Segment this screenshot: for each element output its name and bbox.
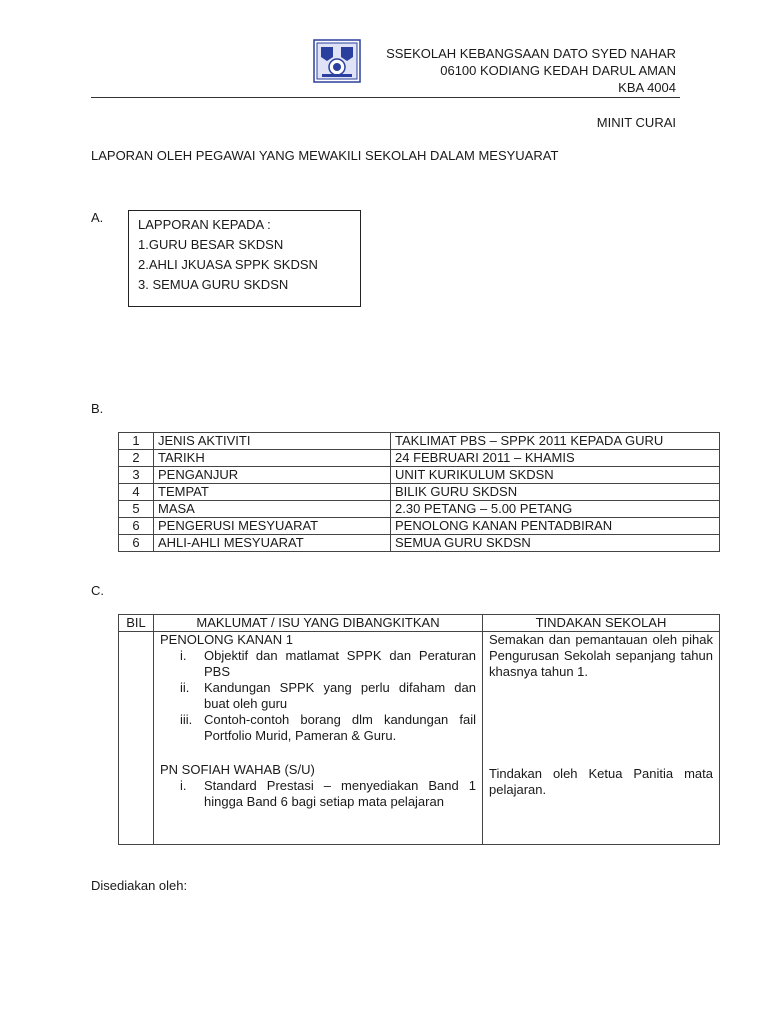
row-value: SEMUA GURU SKDSN: [391, 535, 720, 552]
row-number: 2: [119, 450, 154, 467]
school-address: 06100 KODIANG KEDAH DARUL AMAN: [440, 63, 676, 78]
table-row: [119, 501, 720, 518]
row-value: BILIK GURU SKDSN: [391, 484, 720, 501]
spacer: [160, 744, 476, 762]
row-value: 2.30 PETANG – 5.00 PETANG: [391, 501, 720, 518]
school-code: KBA 4004: [618, 80, 676, 95]
section-c-label: C.: [91, 583, 104, 598]
item-number: iii.: [180, 712, 193, 727]
row-number: 4: [119, 484, 154, 501]
recipient-item: 2.AHLI JKUASA SPPK SKDSN: [138, 257, 318, 272]
row-field: PENGERUSI MESYUARAT: [154, 518, 391, 535]
prepared-by-label: Disediakan oleh:: [91, 878, 188, 893]
action-text: Semakan dan pemantauan oleh pihak Pengurusan Sekolah sepanjang tahun khasnya tahun 1.: [489, 632, 713, 679]
item-number: ii.: [180, 680, 190, 695]
row-number: 5: [119, 501, 154, 518]
item-text: Kandungan SPPK yang perlu difaham dan buat oleh guru: [204, 680, 476, 711]
row-number: 6: [119, 535, 154, 552]
row-field: MASA: [154, 501, 391, 518]
row-number: 1: [119, 433, 154, 450]
row-field: TARIKH: [154, 450, 391, 467]
row-number: 3: [119, 467, 154, 484]
recipient-item: 1.GURU BESAR SKDSN: [138, 237, 284, 252]
list-item: [160, 648, 476, 680]
item-text: Contoh-contoh borang dlm kandungan fail Portfolio Murid, Pameran & Guru.: [204, 712, 476, 743]
item-number: i.: [180, 648, 187, 663]
bil-cell: [119, 632, 154, 845]
item-number: i.: [180, 778, 187, 793]
recipients-box: [128, 210, 361, 307]
section-b-label: B.: [91, 401, 104, 416]
issues-cell: [154, 632, 483, 845]
action-text: Tindakan oleh Ketua Panitia mata pelajaran.: [489, 766, 713, 797]
row-number: 6: [119, 518, 154, 535]
list-item: [160, 712, 476, 744]
document-type: MINIT CURAI: [596, 115, 676, 130]
row-value: UNIT KURIKULUM SKDSN: [391, 467, 720, 484]
list-item: [160, 778, 476, 810]
row-value: 24 FEBRUARI 2011 – KHAMIS: [391, 450, 720, 467]
row-field: AHLI-AHLI MESYUARAT: [154, 535, 391, 552]
recipients-heading: LAPPORAN KEPADA :: [138, 217, 271, 232]
table-row: [119, 632, 720, 845]
table-row: [119, 450, 720, 467]
table-row: [119, 484, 720, 501]
header-issues: MAKLUMAT / ISU YANG DIBANGKITKAN: [154, 615, 483, 632]
row-value: TAKLIMAT PBS – SPPK 2011 KEPADA GURU: [391, 433, 720, 450]
row-field: PENGANJUR: [154, 467, 391, 484]
list-item: [160, 680, 476, 712]
action-cell: [483, 632, 720, 845]
item-text: Objektif dan matlamat SPPK dan Peraturan PBS: [204, 648, 476, 679]
header-divider: [91, 97, 680, 98]
speaker-name: PN SOFIAH WAHAB (S/U): [160, 762, 315, 777]
table-header-row: [119, 615, 720, 632]
school-logo: [313, 39, 361, 83]
speaker-name: PENOLONG KANAN 1: [160, 632, 293, 647]
table-row: [119, 535, 720, 552]
row-field: JENIS AKTIVITI: [154, 433, 391, 450]
school-name: SSEKOLAH KEBANGSAAN DATO SYED NAHAR: [386, 46, 676, 61]
report-title: LAPORAN OLEH PEGAWAI YANG MEWAKILI SEKOLAH DALAM MESYUARAT: [91, 148, 559, 163]
item-text: Standard Prestasi – menyediakan Band 1 hingga Band 6 bagi setiap mata pelajaran: [204, 778, 476, 809]
activity-details-table: [118, 432, 720, 552]
table-row: [119, 433, 720, 450]
table-row: [119, 467, 720, 484]
header-action: TINDAKAN SEKOLAH: [483, 615, 720, 632]
header-bil: BIL: [119, 615, 154, 632]
row-value: PENOLONG KANAN PENTADBIRAN: [391, 518, 720, 535]
recipient-item: 3. SEMUA GURU SKDSN: [138, 277, 289, 292]
table-row: [119, 518, 720, 535]
section-a-label: A.: [91, 210, 104, 225]
row-field: TEMPAT: [154, 484, 391, 501]
issues-table: [118, 614, 720, 845]
